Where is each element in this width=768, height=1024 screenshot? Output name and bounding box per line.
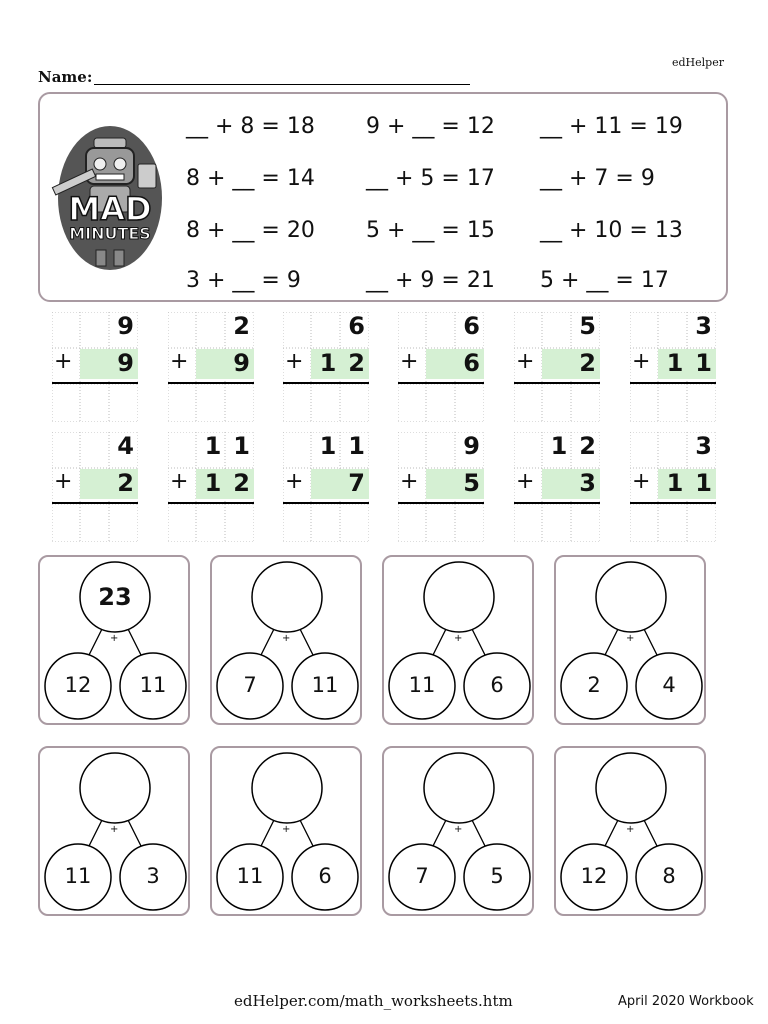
vertical-addition-problem[interactable] [630, 312, 724, 422]
vertical-addition-problem[interactable] [398, 432, 492, 542]
answer-bar [514, 382, 600, 384]
plus-sign: + [632, 469, 651, 494]
name-input-line[interactable] [94, 84, 470, 85]
answer-bar [52, 382, 138, 384]
bond-left-part: 7 [415, 864, 429, 888]
brand-label: edHelper [672, 56, 724, 69]
number-bond [382, 555, 534, 725]
bottom-number: 9 [117, 349, 146, 377]
bond-right-part: 3 [146, 864, 160, 888]
equation[interactable]: __ + 8 = 18 [186, 114, 315, 139]
equation[interactable]: __ + 10 = 13 [540, 218, 683, 243]
answer-bar [630, 502, 716, 504]
footer-url: edHelper.com/math_worksheets.htm [234, 992, 513, 1010]
answer-bar [283, 502, 369, 504]
bond-right-part: 11 [311, 673, 339, 697]
plus-sign: + [54, 469, 73, 494]
vertical-addition-problem[interactable] [398, 312, 492, 422]
plus-sign: + [632, 349, 651, 374]
plus-sign: + [285, 469, 304, 494]
answer-bar [630, 382, 716, 384]
number-bond [38, 746, 190, 916]
bond-plus: + [454, 824, 463, 835]
equation[interactable]: 8 + __ = 20 [186, 218, 315, 243]
number-bond [210, 746, 362, 916]
bond-left-part: 7 [243, 673, 257, 697]
top-number: 9 [463, 432, 492, 460]
top-number: 11 [204, 432, 262, 460]
answer-bar [52, 502, 138, 504]
bond-plus: + [110, 824, 119, 835]
bond-right-part: 8 [662, 864, 676, 888]
bottom-number: 3 [579, 469, 608, 497]
bottom-number: 5 [463, 469, 492, 497]
equation[interactable]: 8 + __ = 14 [186, 166, 315, 191]
top-number: 11 [319, 432, 377, 460]
bond-plus: + [626, 824, 635, 835]
logo-mad: MAD [68, 190, 152, 228]
name-label: Name: [38, 68, 93, 86]
plus-sign: + [400, 469, 419, 494]
equation[interactable]: 9 + __ = 12 [366, 114, 495, 139]
equation[interactable]: 5 + __ = 15 [366, 218, 495, 243]
mad-minutes-panel [38, 92, 728, 302]
plus-sign: + [170, 349, 189, 374]
number-bond [210, 555, 362, 725]
top-number: 2 [233, 312, 262, 340]
answer-bar [398, 382, 484, 384]
bond-left-part: 12 [580, 864, 608, 888]
answer-bar [168, 502, 254, 504]
footer-workbook: April 2020 Workbook [618, 994, 754, 1009]
bond-left-part: 12 [64, 673, 92, 697]
mad-minutes-logo [46, 120, 170, 270]
bond-plus: + [282, 633, 291, 644]
top-number: 6 [463, 312, 492, 340]
top-number: 3 [695, 312, 724, 340]
vertical-addition-problem[interactable] [52, 312, 146, 422]
equation[interactable]: __ + 9 = 21 [366, 268, 495, 293]
plus-sign: + [54, 349, 73, 374]
answer-bar [168, 382, 254, 384]
plus-sign: + [170, 469, 189, 494]
bond-right-part: 11 [139, 673, 167, 697]
number-bond [554, 746, 706, 916]
bottom-number: 9 [233, 349, 262, 377]
bond-plus: + [110, 633, 119, 644]
equation[interactable]: __ + 7 = 9 [540, 166, 655, 191]
logo-minutes: MINUTES [69, 224, 151, 243]
vertical-addition-problem[interactable] [168, 432, 262, 542]
plus-sign: + [516, 469, 535, 494]
top-number: 6 [348, 312, 377, 340]
bond-right-part: 6 [490, 673, 504, 697]
bond-plus: + [454, 633, 463, 644]
vertical-addition-problem[interactable] [630, 432, 724, 542]
bottom-number: 2 [117, 469, 146, 497]
bottom-number: 7 [348, 469, 377, 497]
answer-bar [398, 502, 484, 504]
bottom-number: 11 [666, 349, 724, 377]
plus-sign: + [516, 349, 535, 374]
bond-left-part: 11 [408, 673, 436, 697]
top-number: 3 [695, 432, 724, 460]
bond-plus: + [626, 633, 635, 644]
vertical-addition-problem[interactable] [168, 312, 262, 422]
bond-right-part: 5 [490, 864, 504, 888]
top-number: 4 [117, 432, 146, 460]
vertical-addition-problem[interactable] [514, 432, 608, 542]
top-number: 12 [550, 432, 608, 460]
plus-sign: + [285, 349, 304, 374]
bottom-number: 6 [463, 349, 492, 377]
bond-left-part: 2 [587, 673, 601, 697]
vertical-addition-problem[interactable] [283, 312, 377, 422]
vertical-addition-problem[interactable] [514, 312, 608, 422]
bond-right-part: 6 [318, 864, 332, 888]
vertical-addition-problem[interactable] [283, 432, 377, 542]
bottom-number: 2 [579, 349, 608, 377]
vertical-addition-problem[interactable] [52, 432, 146, 542]
plus-sign: + [400, 349, 419, 374]
top-number: 5 [579, 312, 608, 340]
bottom-number: 12 [319, 349, 377, 377]
bottom-number: 11 [666, 469, 724, 497]
equation[interactable]: __ + 5 = 17 [366, 166, 495, 191]
answer-bar [514, 502, 600, 504]
answer-bar [283, 382, 369, 384]
equation[interactable]: 5 + __ = 17 [540, 268, 669, 293]
number-bond [38, 555, 190, 725]
equation[interactable]: 3 + __ = 9 [186, 268, 301, 293]
bond-right-part: 4 [662, 673, 676, 697]
number-bond [382, 746, 534, 916]
bottom-number: 12 [204, 469, 262, 497]
number-bond [554, 555, 706, 725]
equation[interactable]: __ + 11 = 19 [540, 114, 683, 139]
bond-plus: + [282, 824, 291, 835]
bond-left-part: 11 [236, 864, 264, 888]
bond-whole[interactable]: 23 [98, 583, 132, 611]
bond-left-part: 11 [64, 864, 92, 888]
top-number: 9 [117, 312, 146, 340]
